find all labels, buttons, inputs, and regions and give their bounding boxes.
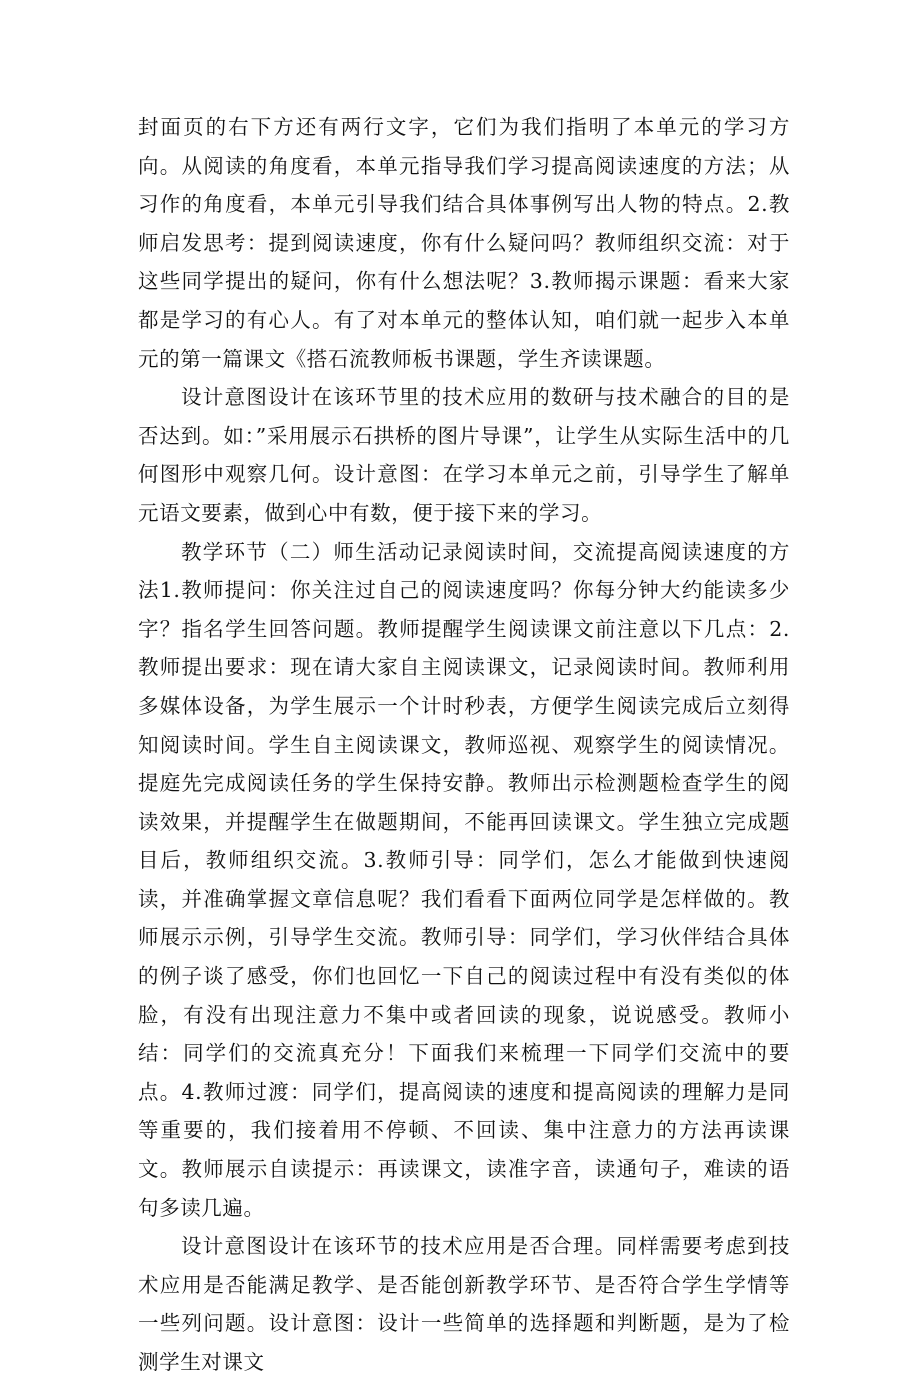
paragraph-design-intent-2: 设计意图设计在该环节的技术应用是否合理。同样需要考虑到技术应用是否能满足教学、是否能创新教学环节、是否符合学生学情等一些列问题。设计意图：设计一些简单的选择题和判断题，是为了检测学生对课文 bbox=[138, 1234, 790, 1374]
body-text bbox=[138, 108, 790, 1382]
paragraph-design-intent-1: 设计意图设计在该环节里的技术应用的数研与技术融合的目的是否达到。如：”采用展示石拱桥的图片导课”，让学生从实际生活中的几何图形中观察几何。设计意图：在学习本单元之前，引导学生了解单元语文要素，做到心中有数，便于接下来的学习。 bbox=[138, 385, 790, 525]
paragraph-unit-overview: 封面页的右下方还有两行文字，它们为我们指明了本单元的学习方向。从阅读的角度看，本单元指导我们学习提高阅读速度的方法；从习作的角度看，本单元引导我们结合具体事例写出人物的特点。2.教师启发思考：提到阅读速度，你有什么疑问吗？教师组织交流：对于这些同学提出的疑问，你有什么想法呢？3.教师揭示课题：看来大家都是学习的有心人。有了对本单元的整体认知，咱们就一起步入本单元的第一篇课文《搭石流教师板书课题，学生齐读课题。 bbox=[138, 115, 790, 371]
paragraph-teaching-step-2: 教学环节（二）师生活动记录阅读时间，交流提高阅读速度的方法1.教师提问：你关注过自己的阅读速度吗？你每分钟大约能读多少字？指名学生回答问题。教师提醒学生阅读课文前注意以下几点：2.教师提出要求：现在请大家自主阅读课文，记录阅读时间。教师利用多媒体设备，为学生展示一个计时秒表，方便学生阅读完成后立刻得知阅读时间。学生自主阅读课文，教师巡视、观察学生的阅读情况。提庭先完成阅读任务的学生保持安静。教师出示检测题检查学生的阅读效果，并提醒学生在做题期间，不能再回读课文。学生独立完成题目后，教师组织交流。3.教师引导：同学们，怎么才能做到快速阅读，并准确掌握文章信息呢？我们看看下面两位同学是怎样做的。教师展示示例，引导学生交流。教师引导：同学们，学习伙伴结合具体的例子谈了感受，你们也回忆一下自己的阅读过程中有没有类似的体脸，有没有出现注意力不集中或者回读的现象，说说感受。教师小结：同学们的交流真充分！下面我们来梳理一下同学们交流中的要点。4.教师过渡：同学们，提高阅读的速度和提高阅读的理解力是同等重要的，我们接着用不停顿、不回读、集中注意力的方法再读课文。教师展示自读提示：再读课文，读准字音，读通句子，难读的语句多读几遍。 bbox=[138, 539, 790, 1220]
